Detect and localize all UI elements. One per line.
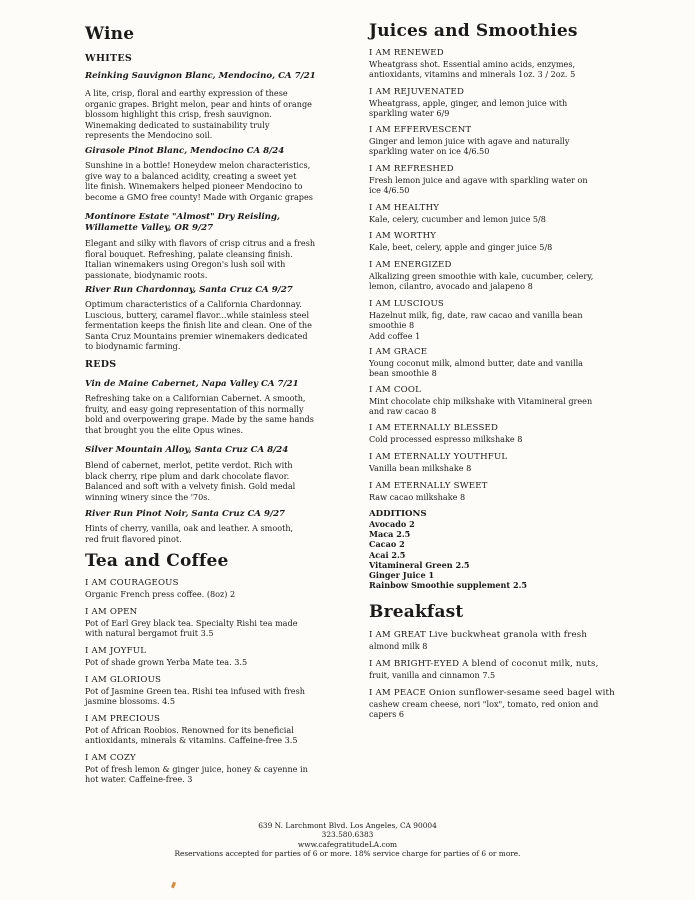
white-wine-description: represents the Mendocino soil. <box>85 130 213 140</box>
tea-item-description: Pot of shade grown Yerba Mate tea. 3.5 <box>85 656 248 667</box>
tea-item-description: Pot of fresh lemon & ginger juice, honey & cayenne in <box>85 763 308 774</box>
white-wine-description: blossom highlight this crisp, fresh sauvignon. <box>85 109 272 119</box>
white-wine-description: lite finish. Winemakers helped pioneer Mendocino to <box>85 181 303 191</box>
footer-address: 639 N. Larchmont Blvd. Los Angeles, CA 90004 <box>258 821 437 830</box>
juice-item-description: antioxidants, vitamins and minerals 1oz. 3 / 2oz. 5 <box>369 69 576 79</box>
tea-item-description: jasmine blossoms. 4.5 <box>85 696 175 706</box>
juice-item-name: I AM ETERNALLY BLESSED <box>369 423 499 433</box>
ink-mark <box>171 882 176 889</box>
juice-item-description: sparkling water 6/9 <box>369 108 450 118</box>
breakfast-heading: Breakfast <box>369 602 464 622</box>
tea-item-description: Pot of Earl Grey black tea. Specialty Rishi tea made <box>85 617 298 628</box>
footer <box>0 821 695 859</box>
red-wine-description: that brought you the elite Opus wines. <box>85 424 244 435</box>
tea-item-name: I AM GLORIOUS <box>85 675 162 685</box>
juice-item-description: bean smoothie 8 <box>369 368 437 378</box>
tea-item-name: I AM COURAGEOUS <box>85 578 179 588</box>
juice-item-name: I AM LUSCIOUS <box>369 299 444 309</box>
tea-item-name: I AM JOYFUL <box>85 646 147 656</box>
tea-item-description: with natural bergamot fruit 3.5 <box>85 628 214 638</box>
juice-item-name: I AM GRACE <box>369 347 428 357</box>
addition-item: Avocado 2 <box>369 519 415 529</box>
juice-item-description: and raw cacao 8 <box>369 406 437 416</box>
red-wine-name: River Run Pinot Noir, Santa Cruz CA 9/27 <box>85 509 286 519</box>
white-wine-description: Luscious, buttery, caramel flavor...while stainless steel <box>85 309 310 320</box>
white-wine-name: Reinking Sauvignon Blanc, Mendocino, CA 7/21 <box>85 71 316 81</box>
breakfast-item: I AM GREAT Live buckwheat granola with fresh <box>369 630 588 640</box>
additions-heading: ADDITIONS <box>369 509 427 519</box>
tea-item-name: I AM OPEN <box>85 607 138 617</box>
juice-item-name: I AM REJUVENATED <box>369 87 465 97</box>
red-wine-description: red fruit flavored pinot. <box>85 533 182 544</box>
footer-website[interactable]: www.cafegratitudeLA.com <box>297 839 398 849</box>
red-wine-description: Balanced and soft with a velvety finish. Gold medal <box>85 481 296 491</box>
tea-coffee-heading: Tea and Coffee <box>85 551 229 571</box>
tea-item-description: Organic French press coffee. (8oz) 2 <box>85 588 236 599</box>
tea-item-name: I AM COZY <box>85 753 136 763</box>
white-wine-description: floral bouquet. Refreshing, palate cleansing finish. <box>85 248 293 259</box>
juice-item-description: Alkalizing green smoothie with kale, cucumber, celery, <box>369 270 594 281</box>
red-wine-name: Silver Mountain Alloy, Santa Cruz CA 8/24 <box>85 445 289 455</box>
juice-item-description: Ginger and lemon juice with agave and naturally <box>369 135 570 146</box>
red-wine-description: fruity, and easy going representation of this normally <box>85 403 304 414</box>
juice-item-name: I AM COOL <box>369 385 422 395</box>
tea-item-description: antioxidants, minerals & vitamins. Caffeine-free 3.5 <box>85 735 298 745</box>
white-wine-description: Italian winemakers using Oregon's lush soil with <box>85 259 286 269</box>
juice-item-description: Raw cacao milkshake 8 <box>369 491 466 502</box>
breakfast-item: I AM PEACE Onion sunflower-sesame seed bagel with <box>369 688 615 698</box>
juice-item-description: Young coconut milk, almond butter, date and vanilla <box>369 357 584 368</box>
addition-item: Acai 2.5 <box>369 549 406 560</box>
juice-item-description: Hazelnut milk, fig, date, raw cacao and vanilla bean <box>369 309 583 320</box>
juice-item-description: Cold processed espresso milkshake 8 <box>369 433 523 444</box>
juice-item-description: Add coffee 1 <box>369 330 421 341</box>
footer-note: Reservations accepted for parties of 6 or more. 18% service charge for parties of 6 or more. <box>174 849 521 859</box>
juice-item-name: I AM EFFERVESCENT <box>369 125 472 135</box>
addition-item: Ginger Juice 1 <box>369 570 435 580</box>
juice-item-description: Kale, beet, celery, apple and ginger juice 5/8 <box>369 241 553 252</box>
juice-item-description: ice 4/6.50 <box>369 185 410 195</box>
white-wine-description: Winemaking dedicated to sustainability truly <box>85 119 270 130</box>
addition-item: Maca 2.5 <box>369 529 411 540</box>
juice-item-description: Wheatgrass shot. Essential amino acids, enzymes, <box>369 58 576 69</box>
white-wine-description: passionate, biodynamic roots. <box>85 269 208 280</box>
juice-item-name: I AM ETERNALLY SWEET <box>369 481 488 491</box>
white-wine-description: A lite, crisp, floral and earthy expression of these <box>85 88 288 98</box>
red-wine-description: bold and overpowering grape. Made by the same hands <box>85 414 314 424</box>
wine-heading: Wine <box>85 24 135 44</box>
white-wine-description: fermentation keeps the finish lite and clean. One of the <box>85 320 312 330</box>
whites-label: WHITES <box>85 53 133 64</box>
juice-item-name: I AM RENEWED <box>369 48 444 58</box>
juice-item-description: Fresh lemon juice and agave with sparkling water on <box>369 174 588 185</box>
white-wine-description: become a GMO free county! Made with Organic grapes <box>85 191 313 202</box>
red-wine-description: Hints of cherry, vanilla, oak and leather. A smooth, <box>85 523 294 533</box>
white-wine-name: Montinore Estate "Almost" Dry Reisling, Willamette Valley, OR 9/27 <box>85 212 281 233</box>
juice-item-name: I AM REFRESHED <box>369 164 454 174</box>
red-wine-description: Blend of cabernet, merlot, petite verdot. Rich with <box>85 460 293 470</box>
breakfast-item: I AM BRIGHT-EYED A blend of coconut milk, nuts, <box>369 659 599 669</box>
tea-item-description: hot water. Caffeine-free. 3 <box>85 774 193 784</box>
juice-item-description: sparkling water on ice 4/6.50 <box>369 146 490 156</box>
juice-item-name: I AM ENERGIZED <box>369 260 452 270</box>
tea-item-description: Pot of Jasmine Green tea. Rishi tea infused with fresh <box>85 685 305 696</box>
tea-item-name: I AM PRECIOUS <box>85 714 161 724</box>
juice-item-name: I AM WORTHY <box>369 231 437 241</box>
addition-item: Vitamineral Green 2.5 <box>369 559 470 570</box>
breakfast-item-description: capers 6 <box>369 709 405 719</box>
addition-item: Rainbow Smoothie supplement 2.5 <box>369 580 528 591</box>
tea-item-description: Pot of African Roobios. Renowned for its beneficial <box>85 724 294 735</box>
white-wine-name: Girasole Pinot Blanc, Mendocino CA 8/24 <box>85 146 285 156</box>
white-wine-description: organic grapes. Bright melon, pear and hints of orange <box>85 98 312 109</box>
white-wine-description: to biodynamic farming. <box>85 341 181 351</box>
juice-item-name: I AM ETERNALLY YOUTHFUL <box>369 452 508 462</box>
red-wine-name: Vin de Maine Cabernet, Napa Valley CA 7/21 <box>85 379 299 389</box>
addition-item: Cacao 2 <box>369 539 405 550</box>
breakfast-item-description: fruit, vanilla and cinnamon 7.5 <box>369 669 496 680</box>
juice-item-name: I AM HEALTHY <box>369 203 440 213</box>
white-wine-description: Elegant and silky with flavors of crisp citrus and a fresh <box>85 238 316 248</box>
reds-label: REDS <box>85 359 117 370</box>
juice-item-description: smoothie 8 <box>369 320 415 330</box>
white-wine-description: give way to a balanced acidity, creating a sweet yet <box>85 170 297 181</box>
juice-item-description: Vanilla bean milkshake 8 <box>369 462 472 473</box>
red-wine-description: Refreshing take on a Californian Cabernet. A smooth, <box>85 393 306 403</box>
juice-item-description: Kale, celery, cucumber and lemon juice 5/8 <box>369 213 546 224</box>
white-wine-description: Optimum characteristics of a California Chardonnay. <box>85 299 302 309</box>
red-wine-description: winning winery since the '70s. <box>85 491 210 502</box>
footer-phone: 323.580.6383 <box>321 830 374 840</box>
juices-heading: Juices and Smoothies <box>369 21 578 41</box>
breakfast-item-description: cashew cream cheese, nori "lox", tomato, red onion and <box>369 698 599 709</box>
white-wine-description: Sunshine in a bottle! Honeydew melon characteristics, <box>85 160 311 170</box>
juice-item-description: Wheatgrass, apple, ginger, and lemon juice with <box>369 97 568 108</box>
juice-item-description: Mint chocolate chip milkshake with Vitamineral green <box>369 395 593 406</box>
white-wine-name: River Run Chardonnay, Santa Cruz CA 9/27 <box>85 285 293 295</box>
juice-item-description: lemon, cilantro, avocado and jalapeno 8 <box>369 281 533 291</box>
white-wine-description: Santa Cruz Mountains premier winemakers dedicated <box>85 330 308 341</box>
red-wine-description: black cherry, ripe plum and dark chocolate flavor. <box>85 470 290 481</box>
breakfast-item-description: almond milk 8 <box>369 640 428 651</box>
